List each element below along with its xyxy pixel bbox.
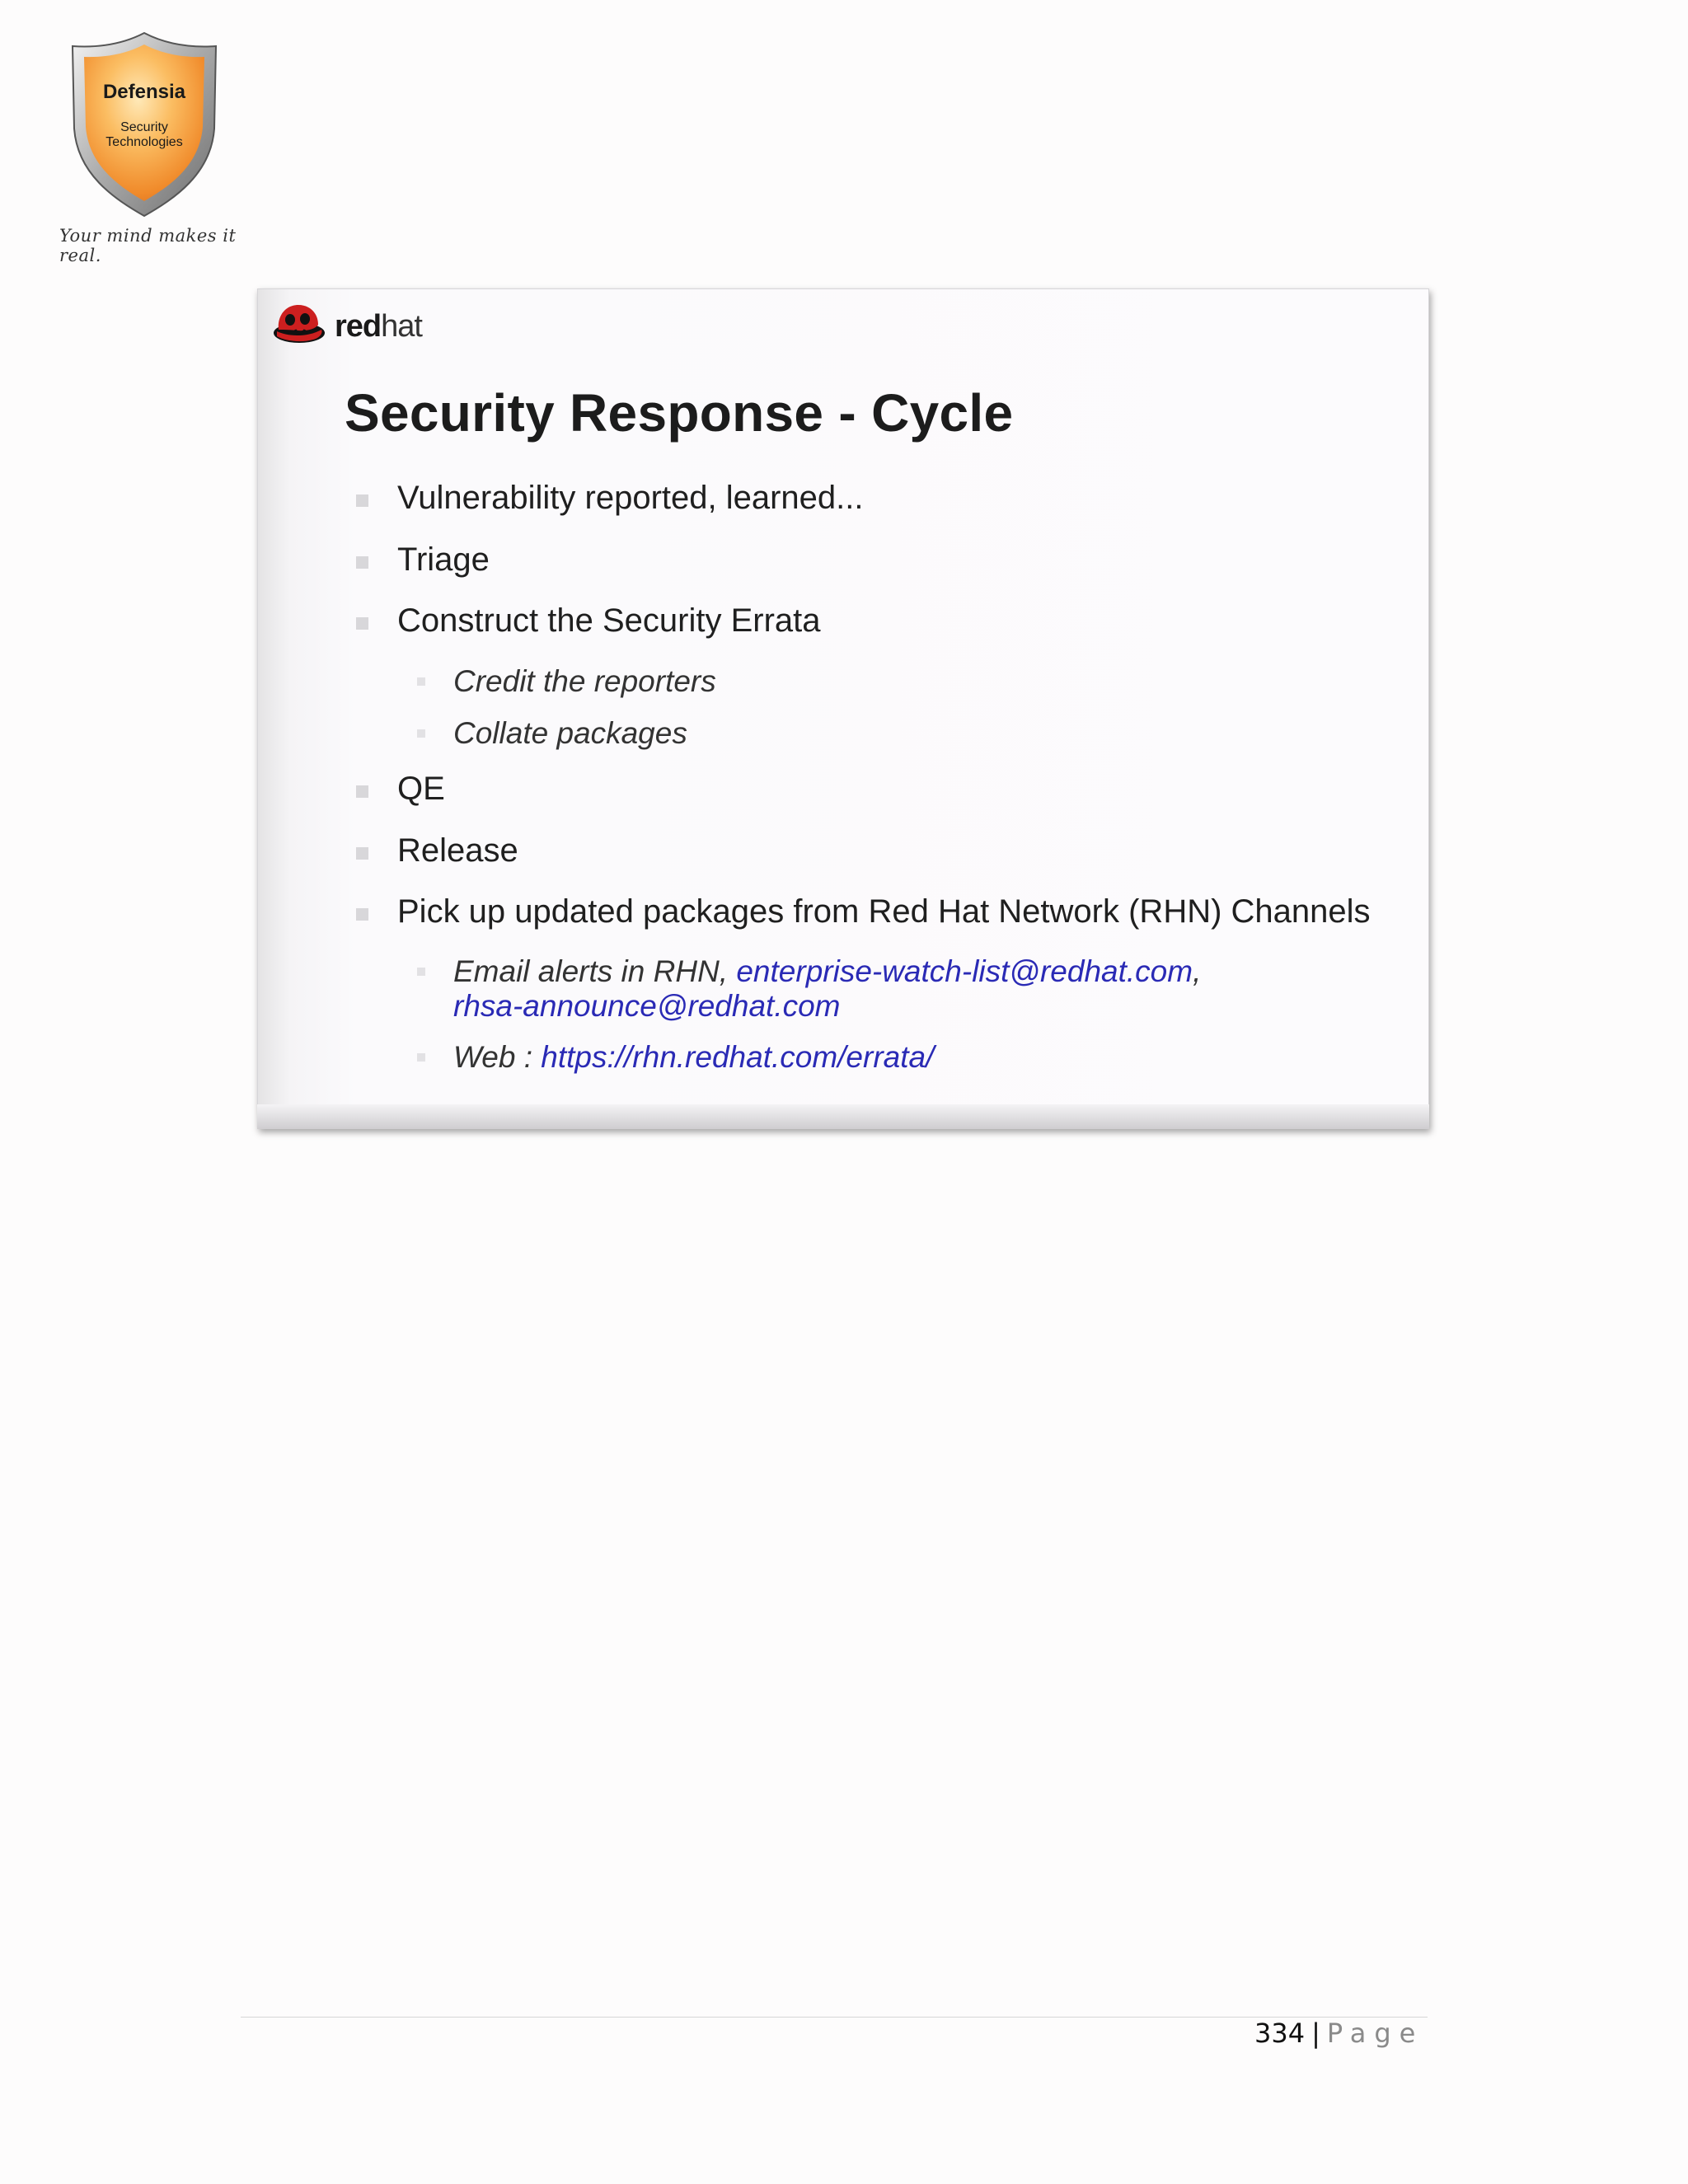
page-label: Page bbox=[1326, 2018, 1424, 2049]
bullet-text: Release bbox=[397, 832, 518, 869]
bullet-item bbox=[397, 602, 821, 640]
sub-bullet-item bbox=[453, 716, 687, 751]
sub-bullet-item-email bbox=[453, 954, 1201, 1024]
bullet-item bbox=[397, 832, 518, 869]
logo-brand-text: Defensia bbox=[102, 81, 186, 103]
sub-bullet-dot-icon bbox=[417, 677, 425, 686]
bullet-square-icon bbox=[356, 494, 368, 507]
logo-sub-text bbox=[64, 120, 224, 150]
bullet-square-icon bbox=[356, 847, 368, 860]
sub-bullet-item bbox=[453, 664, 716, 699]
bullet-text: Vulnerability reported, learned... bbox=[397, 480, 864, 516]
bullet-item bbox=[397, 541, 490, 579]
bullet-text: Triage bbox=[397, 541, 490, 578]
redhat-wordmark-bold: red bbox=[335, 308, 382, 344]
slide-image bbox=[257, 288, 1429, 1129]
bullet-square-icon bbox=[356, 908, 368, 921]
page-number bbox=[1254, 2018, 1423, 2049]
bullet-item bbox=[397, 893, 1371, 930]
email-alerts-label: Email alerts in RHN, bbox=[453, 954, 737, 988]
email-comma: , bbox=[1193, 954, 1202, 988]
page-number-separator: | bbox=[1311, 2018, 1320, 2049]
bullet-square-icon bbox=[356, 617, 368, 630]
bullet-square-icon bbox=[356, 556, 368, 569]
sub-bullet-dot-icon bbox=[417, 1053, 425, 1062]
email-link-watch-list[interactable]: enterprise-watch-list@redhat.com bbox=[736, 954, 1193, 988]
page-number-value: 334 bbox=[1254, 2018, 1306, 2049]
bullet-list bbox=[257, 288, 1429, 1129]
sub-bullet-item-web bbox=[453, 1040, 934, 1075]
sub-bullet-text: Collate packages bbox=[453, 716, 687, 750]
logo-tagline: Your mind makes it real. bbox=[59, 226, 237, 265]
sub-bullet-text: Credit the reporters bbox=[453, 664, 716, 698]
bullet-item bbox=[397, 480, 864, 517]
web-label: Web : bbox=[453, 1040, 542, 1074]
slide-title: Security Response - Cycle bbox=[345, 383, 1014, 443]
bullet-item bbox=[397, 771, 445, 808]
web-link-errata[interactable]: https://rhn.redhat.com/errata/ bbox=[541, 1040, 935, 1074]
logo-sub-line1: Security bbox=[120, 120, 168, 134]
bullet-text: Construct the Security Errata bbox=[397, 602, 821, 639]
sub-bullet-dot-icon bbox=[417, 968, 425, 976]
email-link-rhsa-announce[interactable]: rhsa-announce@redhat.com bbox=[453, 989, 841, 1023]
bullet-square-icon bbox=[356, 785, 368, 798]
redhat-wordmark-light: hat bbox=[381, 308, 422, 344]
bullet-text: Pick up updated packages from Red Hat Network (RHN) Channels bbox=[397, 893, 1371, 930]
footer-divider bbox=[241, 2017, 1428, 2018]
sub-bullet-dot-icon bbox=[417, 729, 425, 738]
shield-icon bbox=[64, 30, 224, 219]
logo-sub-line2: Technologies bbox=[106, 135, 183, 149]
bullet-text: QE bbox=[397, 771, 445, 807]
